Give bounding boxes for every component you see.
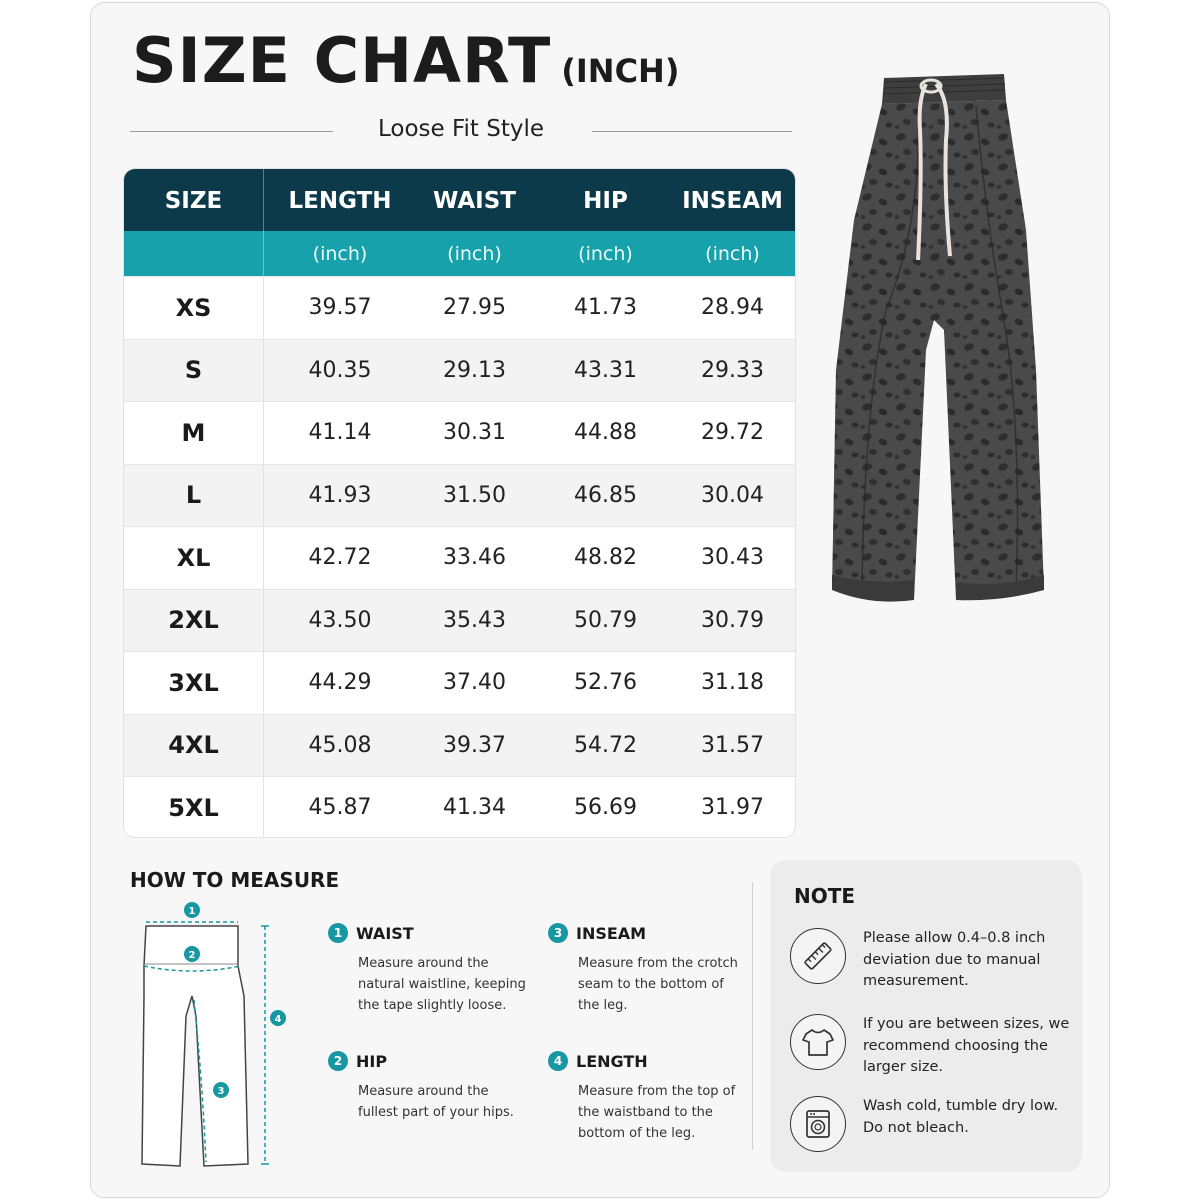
header-size: SIZE [124, 169, 264, 231]
note-panel [770, 860, 1082, 1172]
cell-hip: 46.85 [574, 482, 637, 508]
header-inseam: INSEAM [682, 188, 783, 214]
cell-length: 45.87 [308, 795, 372, 821]
cell-size: XS [124, 277, 264, 339]
section-divider [752, 882, 753, 1150]
cell-hip: 43.31 [574, 357, 637, 383]
how-to-measure-title: HOW TO MEASURE [130, 868, 340, 892]
cell-waist: 31.50 [443, 482, 506, 508]
cell-hip: 44.88 [574, 420, 637, 446]
divider-right [592, 131, 792, 132]
cell-waist: 29.13 [443, 357, 506, 383]
measure-label: WAIST [356, 923, 414, 943]
marker-3: 3 [217, 1086, 225, 1097]
note-title: NOTE [794, 884, 856, 908]
cell-hip: 54.72 [574, 732, 637, 758]
note-item [790, 1096, 1070, 1152]
subtitle-row [130, 116, 792, 148]
cell-inseam: 31.57 [701, 732, 764, 758]
header-hip: HIP [583, 188, 628, 214]
number-badge: 3 [548, 923, 568, 943]
note-text: Please allow 0.4–0.8 inch deviation due to manual measurement. [863, 930, 1046, 989]
header-waist: WAIST [433, 188, 516, 214]
cell-hip: 50.79 [574, 607, 637, 633]
cell-waist: 30.31 [443, 420, 506, 446]
table-header-row [124, 169, 795, 231]
table-row [124, 464, 795, 527]
subtitle: Loose Fit Style [377, 116, 545, 142]
cell-waist: 35.43 [443, 607, 506, 633]
unit-length: (inch) [312, 242, 368, 265]
cell-inseam: 31.18 [701, 670, 764, 696]
measure-label: INSEAM [576, 923, 647, 943]
number-badge: 2 [328, 1051, 348, 1071]
measure-item-inseam [548, 923, 748, 1016]
cell-inseam: 30.04 [701, 482, 764, 508]
cell-length: 40.35 [308, 357, 372, 383]
measure-item-length [548, 1051, 748, 1144]
measure-description: Measure from the top of the waistband to the bottom of the leg. [578, 1084, 736, 1141]
cell-size: M [124, 402, 264, 464]
cell-inseam: 30.43 [701, 545, 764, 571]
note-text: If you are between sizes, we recommend choosing the larger size. [863, 1016, 1070, 1075]
cell-inseam: 29.33 [701, 357, 764, 383]
measure-description: Measure around the fullest part of your hips. [358, 1084, 514, 1120]
cell-size: XL [124, 527, 264, 589]
cell-size: 4XL [124, 715, 264, 777]
marker-1: 1 [188, 906, 196, 917]
cell-inseam: 29.72 [701, 420, 764, 446]
cell-length: 45.08 [308, 732, 372, 758]
number-badge: 1 [328, 923, 348, 943]
unit-waist: (inch) [447, 242, 502, 265]
cell-size: S [124, 340, 264, 402]
cell-length: 41.93 [308, 482, 372, 508]
cell-size: 2XL [124, 590, 264, 652]
size-table [123, 168, 796, 838]
cell-length: 43.50 [308, 607, 372, 633]
cell-inseam: 31.97 [701, 795, 764, 821]
product-pants-image [826, 70, 1052, 610]
cell-waist: 27.95 [443, 295, 506, 321]
header-length: LENGTH [288, 188, 392, 214]
unit-size [124, 231, 264, 276]
cell-hip: 52.76 [574, 670, 637, 696]
note-item [790, 928, 1070, 993]
cell-length: 42.72 [308, 545, 372, 571]
table-unit-row [124, 231, 795, 276]
table-row [124, 589, 795, 652]
marker-4: 4 [274, 1014, 282, 1025]
cell-length: 39.57 [308, 295, 372, 321]
measure-item-waist [328, 923, 528, 1016]
cell-size: 3XL [124, 652, 264, 714]
marker-2: 2 [188, 950, 196, 961]
table-row [124, 339, 795, 402]
note-item [790, 1014, 1070, 1079]
tshirt-icon [790, 1014, 846, 1070]
table-row [124, 276, 795, 339]
measure-diagram [126, 896, 301, 1176]
measure-description: Measure around the natural waistline, keeping the tape slightly loose. [358, 956, 526, 1013]
cell-length: 41.14 [308, 420, 372, 446]
measure-item-hip [328, 1051, 528, 1123]
cell-waist: 39.37 [443, 732, 506, 758]
washing-machine-icon [790, 1096, 846, 1152]
cell-waist: 41.34 [443, 795, 506, 821]
cell-length: 44.29 [308, 670, 372, 696]
ruler-icon [790, 928, 846, 984]
title-unit: (INCH) [561, 52, 680, 90]
table-row [124, 401, 795, 464]
table-body [124, 276, 795, 838]
table-row [124, 651, 795, 714]
number-badge: 4 [548, 1051, 568, 1071]
cell-size: 5XL [124, 777, 264, 838]
cell-size: L [124, 465, 264, 527]
unit-hip: (inch) [578, 242, 633, 265]
cell-hip: 48.82 [574, 545, 637, 571]
measure-description: Measure from the crotch seam to the bottom of the leg. [578, 956, 738, 1013]
note-text: Wash cold, tumble dry low. Do not bleach. [863, 1098, 1059, 1136]
table-row [124, 526, 795, 589]
measure-label: LENGTH [576, 1051, 648, 1071]
table-row [124, 776, 795, 838]
cell-inseam: 28.94 [701, 295, 764, 321]
title-text: SIZE CHART [132, 24, 552, 97]
cell-hip: 56.69 [574, 795, 637, 821]
cell-inseam: 30.79 [701, 607, 764, 633]
page-title [132, 24, 679, 104]
cell-hip: 41.73 [574, 295, 637, 321]
cell-waist: 37.40 [443, 670, 506, 696]
table-row [124, 714, 795, 777]
measure-label: HIP [356, 1051, 388, 1071]
cell-waist: 33.46 [443, 545, 506, 571]
unit-inseam: (inch) [705, 242, 760, 265]
